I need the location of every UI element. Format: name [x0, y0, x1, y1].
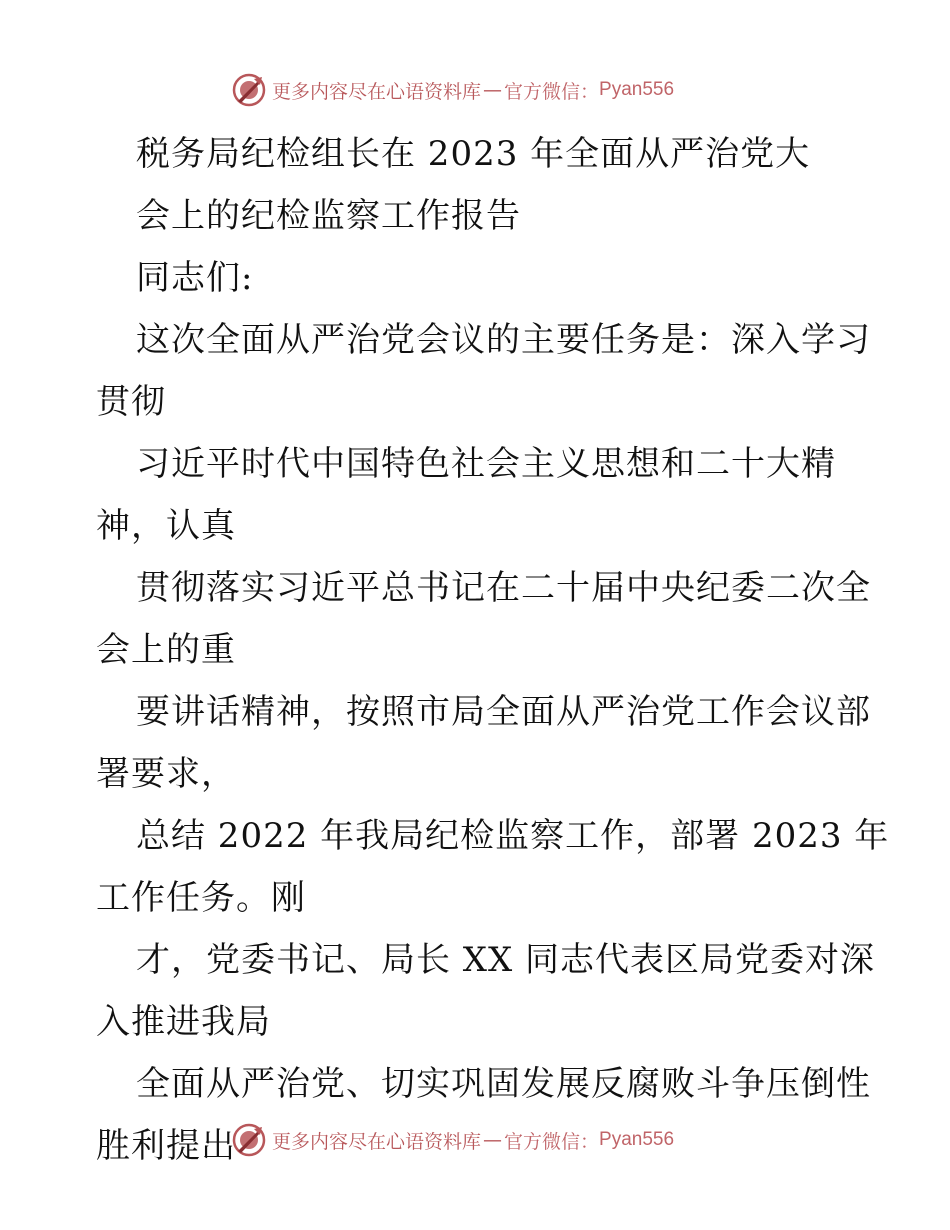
watermark-contact-id: Pyan556	[599, 79, 675, 100]
quill-seal-icon	[232, 73, 266, 107]
watermark-contact-id: Pyan556	[599, 1129, 675, 1150]
document-body	[96, 123, 890, 1177]
document-line: 神，认真	[96, 506, 236, 546]
document-line: 全面从严治党、切实巩固发展反腐败斗争压倒性	[136, 1064, 871, 1104]
watermark-separator: —	[483, 1129, 503, 1151]
document-line: 贯彻	[96, 382, 166, 422]
watermark-contact-label: 官方微信：	[504, 80, 600, 103]
document-line: 要讲话精神，按照市局全面从严治党工作会议部	[136, 692, 871, 732]
document-line: 入推进我局	[96, 1002, 271, 1042]
document-line: 同志们:	[136, 258, 254, 298]
watermark-text: 更多内容尽在心语资料库	[272, 80, 482, 103]
document-line: 会上的重	[96, 630, 236, 670]
watermark-text: 更多内容尽在心语资料库	[272, 1130, 482, 1153]
footer-watermark	[232, 1120, 752, 1160]
watermark-contact-label: 官方微信：	[504, 1130, 600, 1153]
document-line: 署要求，	[96, 754, 236, 794]
document-line: 贯彻落实习近平总书记在二十届中央纪委二次全	[136, 568, 871, 608]
document-line: 习近平时代中国特色社会主义思想和二十大精	[136, 444, 836, 484]
quill-seal-icon	[232, 1123, 266, 1157]
document-line: 总结 2022 年我局纪检监察工作，部署 2023 年	[136, 816, 890, 856]
document-line: 工作任务。刚	[96, 878, 306, 918]
header-watermark	[232, 70, 752, 110]
document-line: 税务局纪检组长在 2023 年全面从严治党大	[136, 134, 811, 174]
document-line: 这次全面从严治党会议的主要任务是：深入学习	[136, 320, 871, 360]
document-line: 才，党委书记、局长 XX 同志代表区局党委对深	[136, 940, 876, 980]
document-line: 胜利提出	[96, 1126, 236, 1166]
watermark-separator: —	[483, 79, 503, 101]
document-line: 会上的纪检监察工作报告	[136, 196, 521, 236]
